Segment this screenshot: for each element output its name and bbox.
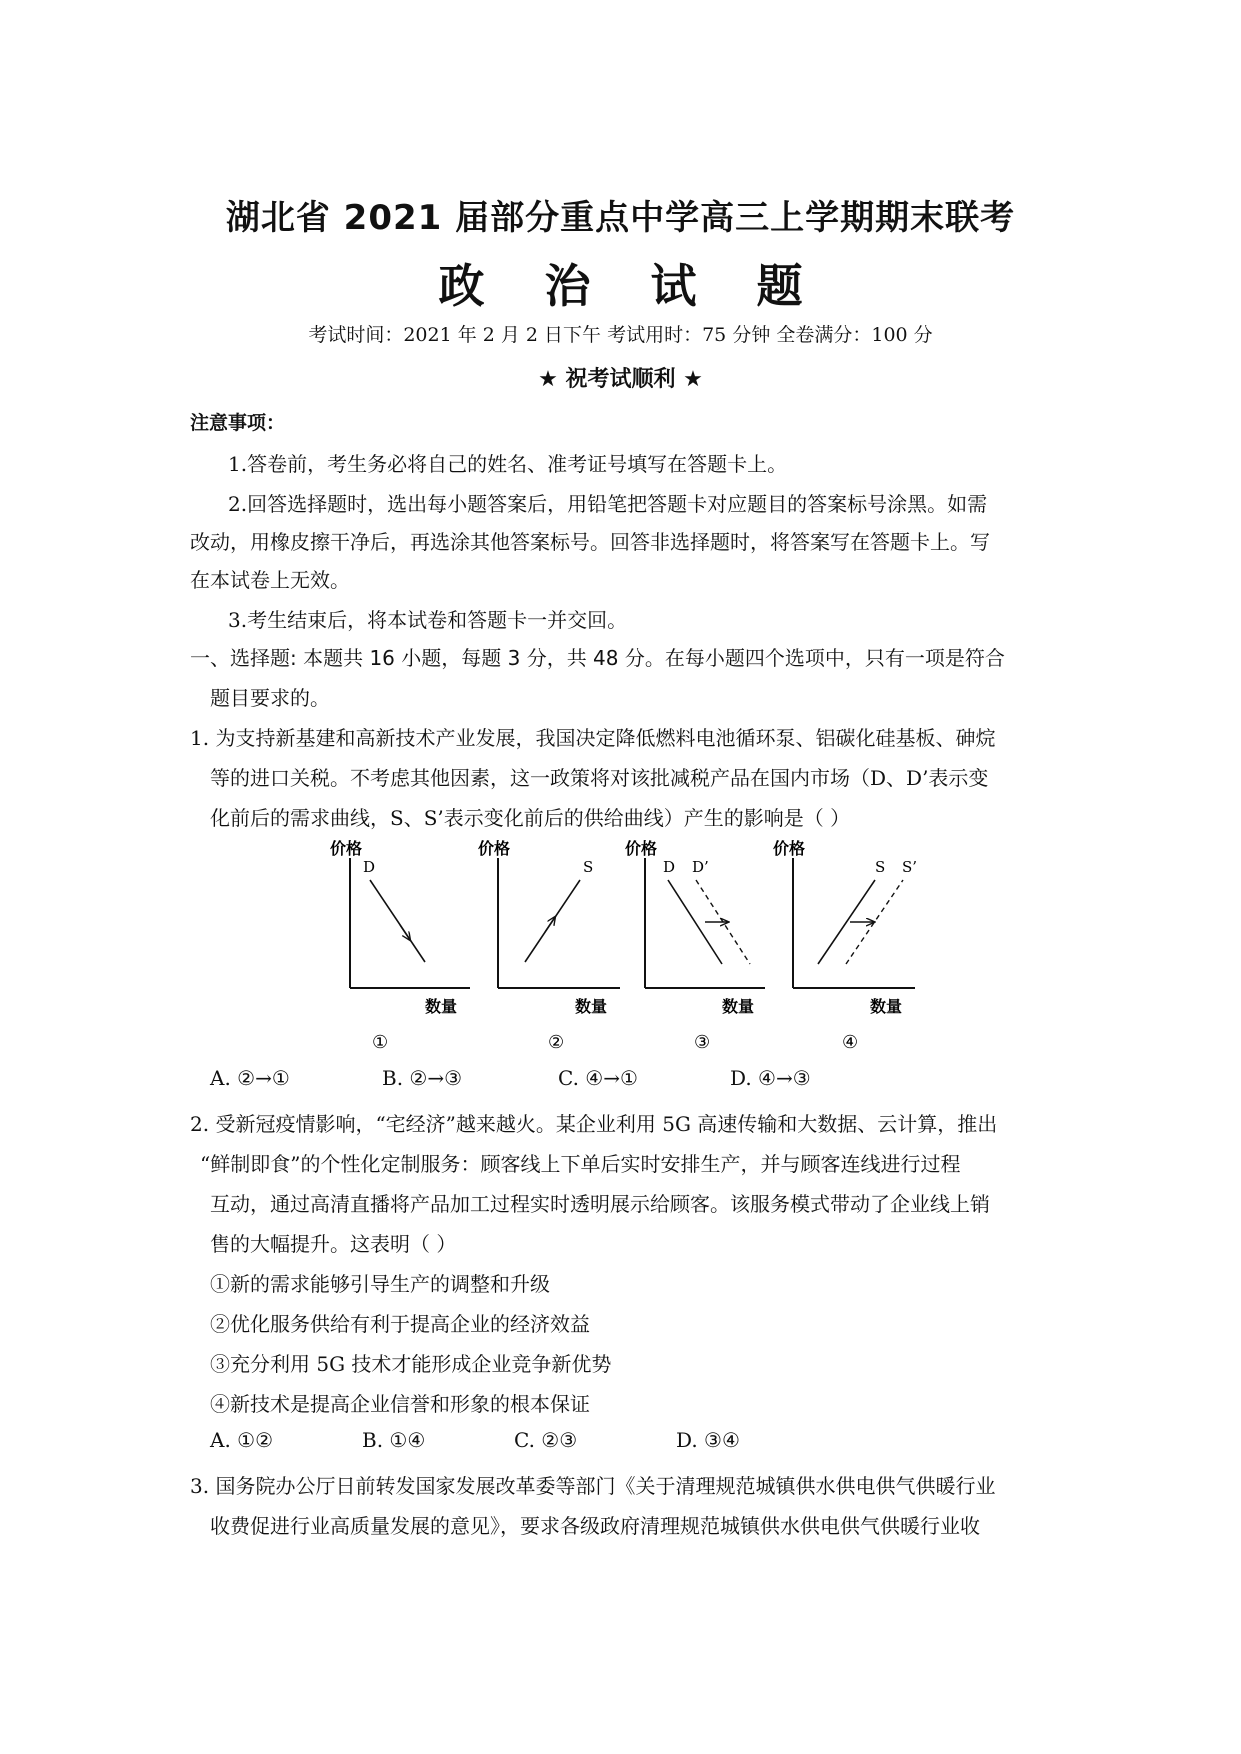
q3-line-2: 收费促进行业高质量发展的意见》，要求各级政府清理规范城镇供水供电供气供暖行业收 xyxy=(210,1514,980,1538)
q2-statement-3: ③充分利用 5G 技术才能形成企业竞争新优势 xyxy=(210,1352,612,1376)
q1-option-c[interactable]: C. ④→① xyxy=(558,1066,638,1090)
q1-line-1: 1. 为支持新基建和高新技术产业发展，我国决定降低燃料电池循环泵、铝碳化硅基板、砷烷 xyxy=(190,726,996,750)
g4-ylabel: 价格 xyxy=(773,839,806,858)
q1-line-3: 化前后的需求曲线，S、S’表示变化前后的供给曲线）产生的影响是（ ） xyxy=(210,806,851,830)
g2-curve-label: S xyxy=(583,858,594,876)
q1-line-2: 等的进口关税。不考虑其他因素，这一政策将对该批减税产品在国内市场（D、D’表示变 xyxy=(210,766,989,790)
g1-number: ① xyxy=(372,1032,389,1053)
q2-line-1: 2. 受新冠疫情影响，“宅经济”越来越火。某企业利用 5G 高速传输和大数据、云计算，推出 xyxy=(190,1112,998,1136)
good-luck-banner: ★ 祝考试顺利 ★ xyxy=(538,367,703,392)
notice-heading: 注意事项： xyxy=(190,412,286,434)
q2-option-c[interactable]: C. ②③ xyxy=(514,1428,578,1452)
q2-options xyxy=(210,1428,910,1458)
g3-curve-label-d: D xyxy=(663,858,676,876)
subject-title: 政 治 试 题 xyxy=(438,259,825,313)
g2-arrow xyxy=(545,917,555,932)
g2-number: ② xyxy=(548,1032,565,1053)
q1-supply-demand-graphs xyxy=(330,840,930,1060)
g4-number: ④ xyxy=(842,1032,859,1053)
q1-option-d[interactable]: D. ④→③ xyxy=(730,1066,811,1090)
g3-curve-label-d-prime: D’ xyxy=(692,858,709,876)
g3-number: ③ xyxy=(694,1032,711,1053)
q2-option-a[interactable]: A. ①② xyxy=(210,1428,274,1452)
q2-line-3: 互动，通过高清直播将产品加工过程实时透明展示给顾客。该服务模式带动了企业线上销 xyxy=(210,1192,990,1216)
q1-option-a[interactable]: A. ②→① xyxy=(210,1066,290,1090)
notice-item-3: 3.考生结束后，将本试卷和答题卡一并交回。 xyxy=(228,608,628,632)
g3-ylabel: 价格 xyxy=(625,839,658,858)
section-heading-line-1: 一、选择题: 本题共 16 小题，每题 3 分，共 48 分。在每小题四个选项中，只有一项是符合 xyxy=(190,646,1005,670)
g4-curve-label-s: S xyxy=(875,858,886,876)
q1-options xyxy=(210,1066,1010,1096)
q2-line-4: 售的大幅提升。这表明（ ） xyxy=(210,1232,457,1256)
graph-2 xyxy=(478,839,620,1053)
g1-ylabel: 价格 xyxy=(330,839,363,858)
q2-statement-1: ①新的需求能够引导生产的调整和升级 xyxy=(210,1272,550,1296)
section-heading-line-2: 题目要求的。 xyxy=(210,686,330,710)
q2-statement-4: ④新技术是提高企业信誉和形象的根本保证 xyxy=(210,1392,590,1416)
g4-curve-label-s-prime: S’ xyxy=(902,858,918,876)
g1-demand-curve xyxy=(370,880,425,962)
q2-option-b[interactable]: B. ①④ xyxy=(362,1428,426,1452)
notice-item-2-line-3: 在本试卷上无效。 xyxy=(190,568,350,592)
exam-title: 湖北省 2021 届部分重点中学高三上学期期末联考 xyxy=(225,198,1016,238)
g1-arrow xyxy=(400,925,410,940)
graph-4 xyxy=(773,839,917,1053)
q2-line-2: “鲜制即食”的个性化定制服务：顾客线上下单后实时安排生产，并与顾客连线进行过程 xyxy=(200,1152,961,1176)
graph-1 xyxy=(330,839,470,1053)
g3-xlabel: 数量 xyxy=(722,997,755,1016)
graph-3 xyxy=(625,839,765,1053)
exam-info: 考试时间：2021 年 2 月 2 日下午 考试用时：75 分钟 全卷满分：100 分 xyxy=(308,324,933,346)
notice-item-2-line-1: 2.回答选择题时，选出每小题答案后，用铅笔把答题卡对应题目的答案标号涂黑。如需 xyxy=(228,492,988,516)
q1-option-b[interactable]: B. ②→③ xyxy=(382,1066,463,1090)
q2-statement-2: ②优化服务供给有利于提高企业的经济效益 xyxy=(210,1312,590,1336)
q2-option-d[interactable]: D. ③④ xyxy=(676,1428,740,1452)
g4-xlabel: 数量 xyxy=(870,997,903,1016)
notice-item-2-line-2: 改动，用橡皮擦干净后，再选涂其他答案标号。回答非选择题时，将答案写在答题卡上。写 xyxy=(190,530,990,554)
g2-xlabel: 数量 xyxy=(575,997,608,1016)
graphs-svg xyxy=(330,840,930,1060)
notice-item-1: 1.答卷前，考生务必将自己的姓名、准考证号填写在答题卡上。 xyxy=(228,452,788,476)
g2-ylabel: 价格 xyxy=(478,839,511,858)
q3-line-1: 3. 国务院办公厅日前转发国家发展改革委等部门《关于清理规范城镇供水供电供气供暖行业 xyxy=(190,1474,996,1498)
g1-curve-label: D xyxy=(363,858,376,876)
g1-xlabel: 数量 xyxy=(425,997,458,1016)
